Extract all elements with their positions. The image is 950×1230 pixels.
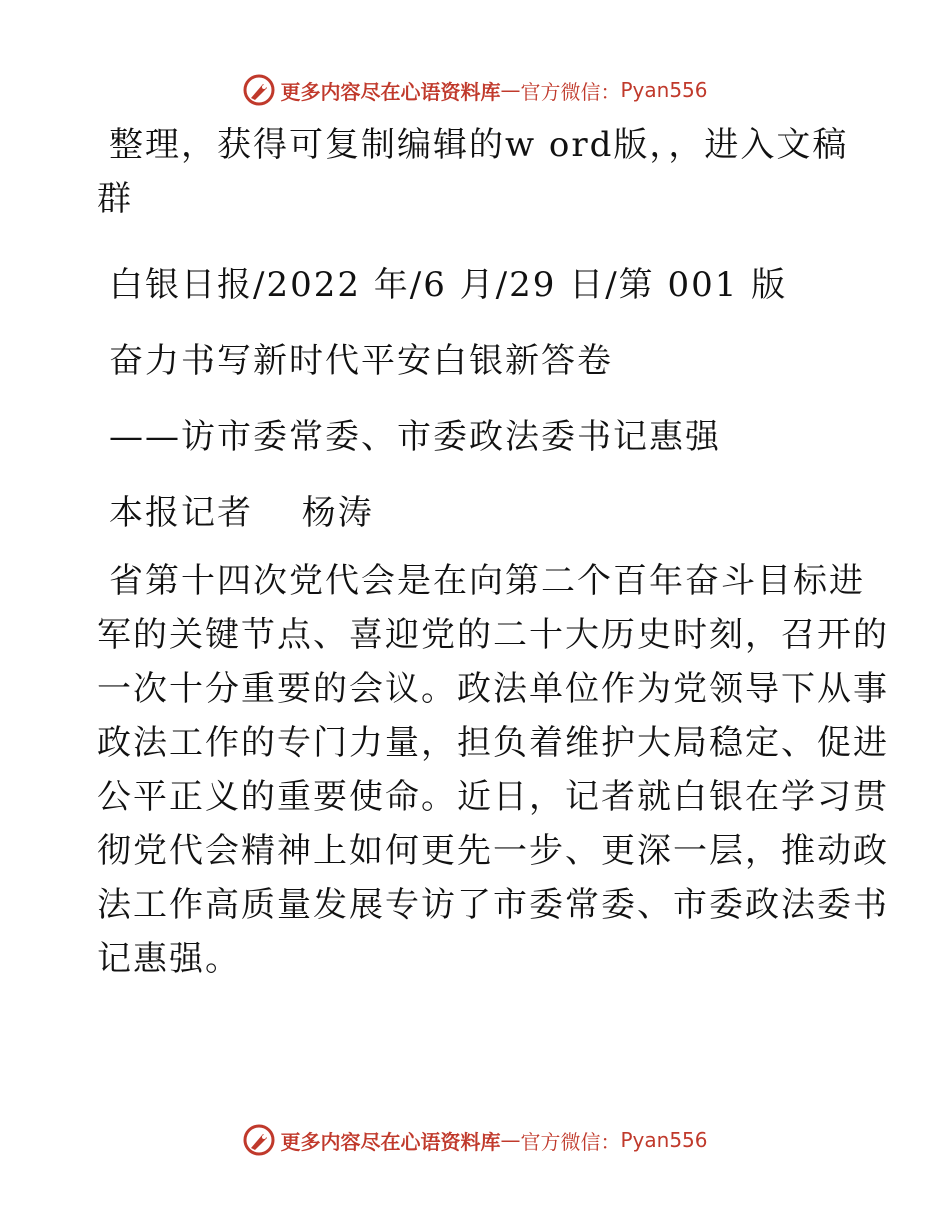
- document-body: [97, 118, 889, 986]
- header-banner: [0, 70, 950, 110]
- body-line: 军的关键节点、喜迎党的二十大历史时刻，召开的: [97, 615, 889, 655]
- article-title: 奋力书写新时代平安白银新答卷: [109, 341, 613, 381]
- pen-nib-logo-icon: [242, 1123, 276, 1157]
- article-subtitle: ——访市委常委、市委政法委书记惠强: [109, 417, 721, 457]
- footer-wechat-id: Pyan556: [620, 1128, 708, 1152]
- body-line: 彻党代会精神上如何更先一步、更深一层，推动政: [97, 831, 889, 871]
- body-line: 法工作高质量发展专访了市委常委、市委政法委书: [97, 885, 889, 925]
- pen-nib-logo-icon: [242, 73, 276, 107]
- source-line: 白银日报/2022 年/6 月/29 日/第 001 版: [109, 265, 788, 305]
- footer-separator: —: [500, 1128, 521, 1152]
- body-line: 记惠强。: [97, 939, 241, 979]
- intro-line-2: 群: [97, 179, 133, 219]
- footer-wechat-label: 官方微信：: [520, 1129, 621, 1154]
- body-line: 公平正义的重要使命。近日，记者就白银在学习贯: [97, 777, 889, 817]
- body-paragraph: [97, 554, 889, 986]
- intro-line-1: 整理，获得可复制编辑的w ord版，，进入文稿: [109, 125, 849, 165]
- header-wechat-id: Pyan556: [620, 78, 708, 102]
- footer-brand-text: 更多内容尽在心语资料库: [280, 1129, 501, 1154]
- header-brand-text: 更多内容尽在心语资料库: [280, 79, 501, 104]
- footer-banner: [0, 1120, 950, 1160]
- byline: 本报记者 杨涛: [109, 493, 374, 533]
- header-separator: —: [500, 78, 521, 102]
- body-line: 省第十四次党代会是在向第二个百年奋斗目标进: [109, 561, 865, 601]
- body-line: 政法工作的专门力量，担负着维护大局稳定、促进: [97, 723, 889, 763]
- header-wechat-label: 官方微信：: [520, 79, 621, 104]
- body-line: 一次十分重要的会议。政法单位作为党领导下从事: [97, 669, 889, 709]
